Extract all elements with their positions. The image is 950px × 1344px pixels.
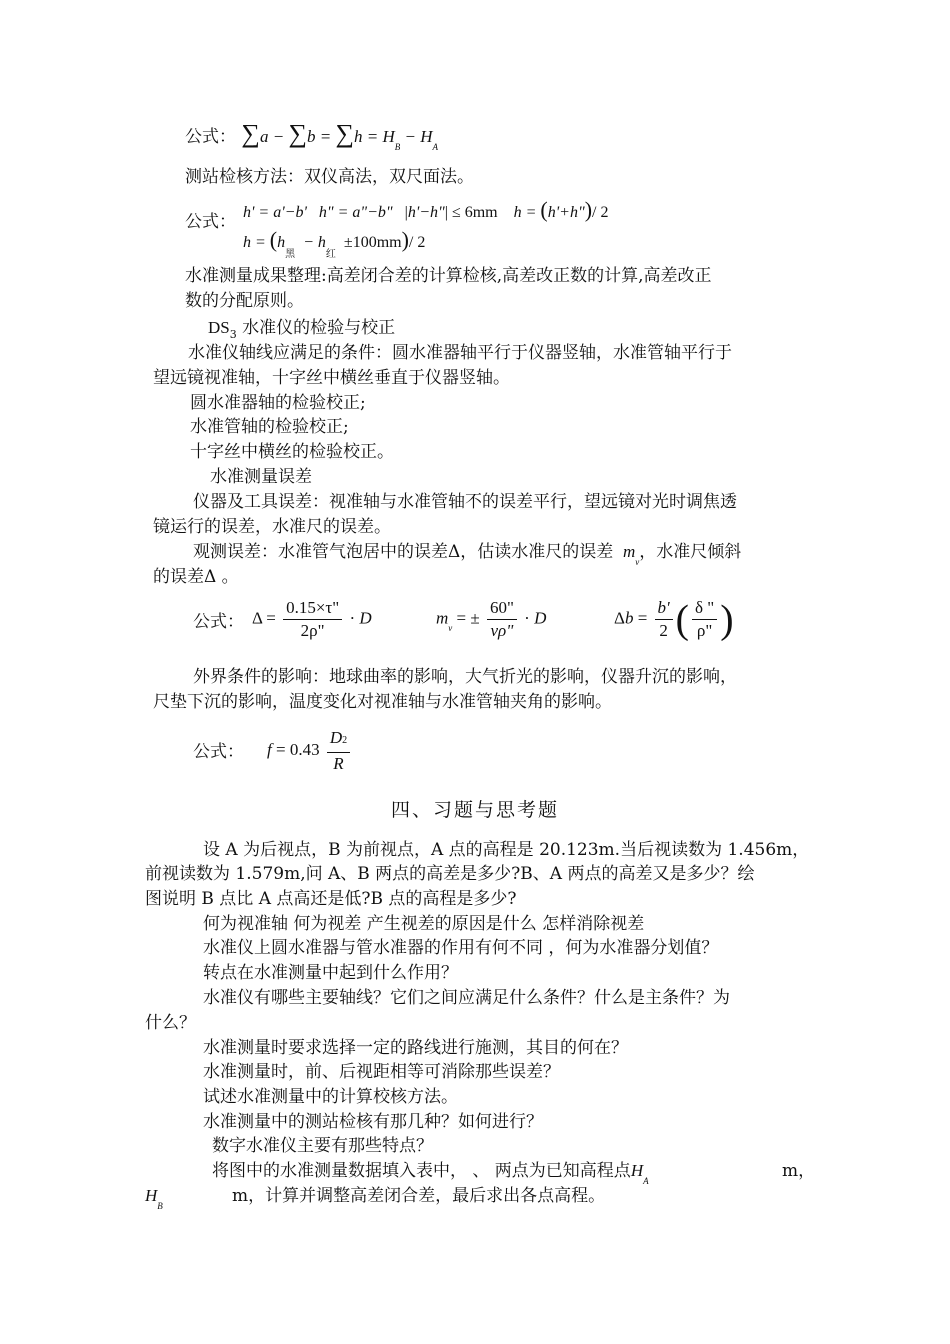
question-11-line-1 (212, 1159, 649, 1185)
ds3-prefix: DS (208, 318, 230, 337)
external-conditions-line-2: 尺垫下沉的影响，温度变化对视准轴与水准管轴夹角的影响。 (153, 692, 612, 712)
question-9: 水准测量中的测站检核有那几种？如何进行？ (203, 1112, 543, 1132)
height-symbol-a: $H_A$ (630, 1161, 649, 1186)
question-5-line-2: 什么？ (145, 1013, 196, 1033)
formula2-line1: h' = a'−b' h" = a"−b" |h'−h"| ≤ 6mm h = (h'+h")/ 2 (243, 197, 609, 222)
formula4-curvature: f = 0.43 $\frac{D2}{R}$ (267, 727, 353, 775)
question-11-line-2: m，计算并调整高差闭合差，最后求出各点高程。 (232, 1186, 606, 1206)
error-title: 水准测量误差 (210, 467, 312, 487)
formula1-line (185, 119, 439, 152)
axis-condition-line-1: 水准仪轴线应满足的条件：圆水准器轴平行于仪器竖轴，水准管轴平行于 (188, 343, 732, 363)
formula2-label: 公式： (185, 212, 236, 232)
formula3-label: 公式： (193, 612, 244, 632)
observation-error-line-2: 的误差Δ 。 (153, 567, 239, 587)
observation-error-symbol: $m_v$ (618, 542, 640, 567)
question-8: 试述水准测量中的计算校核方法。 (203, 1087, 458, 1107)
question-2: 何为视准轴 何为视差 产生视差的原因是什么 怎样消除视差 (203, 914, 645, 934)
question-11-text: 将图中的水准测量数据填入表中， 、 两点为已知高程点 (212, 1161, 631, 1181)
formula-sum-equation: $\sum a - \sum b = \sum h = H_B - H_A$ (241, 119, 439, 152)
question-3: 水准仪上圆水准器与管水准器的作用有何不同 ，何为水准器分划值？ (203, 938, 719, 958)
height-symbol-b: $H_B$ (145, 1186, 163, 1211)
ds3-subscript: 3 (229, 328, 237, 341)
observation-error-text-b: ，水准尺倾斜 (639, 542, 742, 562)
question-1-line-2: 前视读数为 1.579m,问 A、B 两点的高差是多少?B、A 两点的高差又是多少？绘 (145, 864, 755, 884)
question-1-line-1: 设 A 为后视点，B 为前视点，A 点的高程是 20.123m.当后视读数为 1.456m， (203, 840, 810, 860)
section-heading: 四、习题与思考题 (390, 799, 559, 821)
question-7: 水准测量时，前、后视距相等可消除那些误差？ (203, 1062, 560, 1082)
observation-error-text-a: 观测误差：水准管气泡居中的误差Δ，估读水准尺的误差 (193, 542, 614, 562)
ds3-title (208, 316, 395, 342)
question-6: 水准测量时要求选择一定的路线进行施测，其目的何在？ (203, 1038, 628, 1058)
question-1-line-3: 图说明 B 点比 A 点高还是低?B 点的高程是多少? (145, 889, 517, 909)
formula2-line2: $h = (h_黑 - h_红 \pm 100mm)/$ 2 (243, 227, 426, 260)
result-processing-line-1: 水准测量成果整理:高差闭合差的计算检核,高差改正数的计算,高差改正 (185, 266, 712, 286)
check-methods-text: 测站检核方法：双仪高法，双尺面法。 (185, 167, 474, 187)
formula3-delta-b: Δb = $\frac{b'}{2}$ ( $\frac{\delta "}{\rho"}$ ) (614, 596, 734, 642)
observation-error-line-1 (193, 540, 741, 566)
check-item-3: 十字丝中横丝的检验校正。 (190, 442, 394, 462)
formula4-label: 公式： (193, 742, 244, 762)
external-conditions-line-1: 外界条件的影响：地球曲率的影响，大气折光的影响，仪器升沉的影响， (193, 667, 737, 687)
result-processing-line-2: 数的分配原则。 (185, 291, 304, 311)
check-item-1: 圆水准器轴的检验校正; (190, 393, 366, 413)
instrument-error-line-2: 镜运行的误差，水准尺的误差。 (153, 517, 391, 537)
formula3-delta: Δ = $\frac{0.15\times\tau"}{2\rho"}$ · D (252, 598, 372, 640)
axis-condition-line-2: 望远镜视准轴，十字丝中横丝垂直于仪器竖轴。 (153, 368, 510, 388)
question-5-line-1: 水准仪有哪些主要轴线？它们之间应满足什么条件？什么是主条件？为 (203, 988, 730, 1008)
formula3-mv: $m_v$ = ± $\frac{60"}{v\rho"}$ · D (436, 598, 547, 640)
instrument-error-line-1: 仪器及工具误差：视准轴与水准管轴不的误差平行，望远镜对光时调焦透 (193, 492, 737, 512)
question-4: 转点在水准测量中起到什么作用？ (203, 963, 458, 983)
formula-label: 公式： (185, 127, 236, 147)
question-11-unit: m， (782, 1161, 816, 1181)
question-10: 数字水准仪主要有那些特点？ (212, 1136, 433, 1156)
check-item-2: 水准管轴的检验校正; (190, 417, 349, 437)
ds3-suffix: 水准仪的检验与校正 (242, 318, 396, 338)
